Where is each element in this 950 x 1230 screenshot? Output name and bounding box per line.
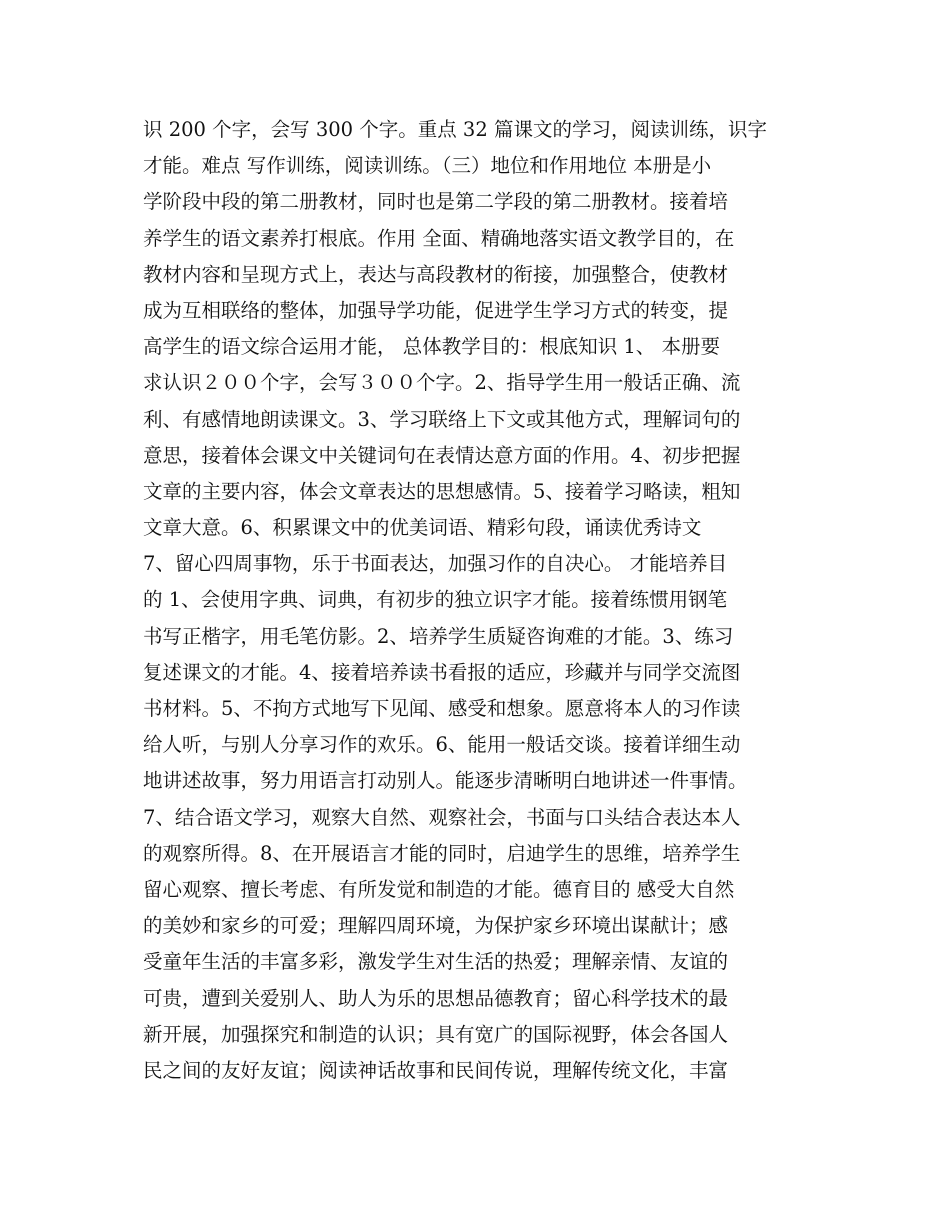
text-line: 文章的主要内容，体会文章表达的思想感情。5、接着学习略读，粗知 xyxy=(143,479,741,503)
text-line: 意思，接着体会课文中关键词句在表情达意方面的作用。4、初步把握 xyxy=(143,443,741,467)
text-line: 7、留心四周事物，乐于书面表达，加强习作的自决心。 才能培养目 xyxy=(143,552,728,576)
text-line: 养学生的语文素养打根底。作用 全面、精确地落实语文教学目的，在 xyxy=(143,226,735,250)
text-line: 可贵，遭到关爱别人、助人为乐的思想品德教育；留心科学技术的最 xyxy=(143,986,729,1010)
text-line: 书写正楷字，用毛笔仿影。2、培养学生质疑咨询难的才能。3、练习 xyxy=(143,624,734,648)
text-line: 的观察所得。8、在开展语言才能的同时，启迪学生的思维，培养学生 xyxy=(143,841,741,865)
text-line: 才能。难点 写作训练，阅读训练。（三）地位和作用地位 本册是小 xyxy=(143,154,712,178)
text-line: 书材料。5、不拘方式地写下见闻、感受和想象。愿意将本人的习作读 xyxy=(143,697,741,720)
text-line: 学阶段中段的第二册教材，同时也是第二学段的第二册教材。接着培 xyxy=(143,190,729,214)
text-line: 利、有感情地朗读课文。3、学习联络上下文或其他方式，理解词句的 xyxy=(143,407,741,431)
text-line: 复述课文的才能。4、接着培养读书看报的适应，珍藏并与同学交流图 xyxy=(143,660,741,684)
text-line: 新开展，加强探究和制造的认识；具有宽广的国际视野，体会各国人 xyxy=(143,1022,729,1046)
text-line: 高学生的语文综合运用才能， 总体教学目的：根底知识 1、 本册要 xyxy=(143,335,721,359)
text-line: 识 200 个字，会写 300 个字。重点 32 篇课文的学习，阅读训练，识字 xyxy=(143,118,767,141)
text-line: 受童年生活的丰富多彩，激发学生对生活的热爱；理解亲情、友谊的 xyxy=(143,950,729,974)
text-line: 成为互相联络的整体，加强导学功能，促进学生学习方式的转变，提 xyxy=(143,298,729,322)
text-line: 的 1、会使用字典、词典，有初步的独立识字才能。接着练惯用钢笔 xyxy=(143,588,728,612)
text-line: 文章大意。6、积累课文中的优美词语、精彩句段，诵读优秀诗文 xyxy=(143,516,702,540)
text-line: 7、结合语文学习，观察大自然、观察社会，书面与口头结合表达本人 xyxy=(143,805,741,829)
text-line: 留心观察、擅长考虑、有所发觉和制造的才能。德育目的 感受大自然 xyxy=(143,877,735,901)
text-line: 求认识２００个字，会写３００个字。2、指导学生用一般话正确、流 xyxy=(143,371,741,395)
body-text xyxy=(143,112,833,1089)
text-line: 的美妙和家乡的可爱；理解四周环境，为保护家乡环境出谋献计；感 xyxy=(143,914,729,938)
text-line: 地讲述故事，努力用语言打动别人。能逐步清晰明白地讲述一件事情。 xyxy=(143,769,748,793)
text-line: 教材内容和呈现方式上，表达与高段教材的衔接，加强整合，使教材 xyxy=(143,262,729,286)
text-line: 给人听，与别人分享习作的欢乐。6、能用一般话交谈。接着详细生动 xyxy=(143,733,741,757)
text-line: 民之间的友好友谊；阅读神话故事和民间传说，理解传统文化，丰富 xyxy=(143,1058,729,1082)
